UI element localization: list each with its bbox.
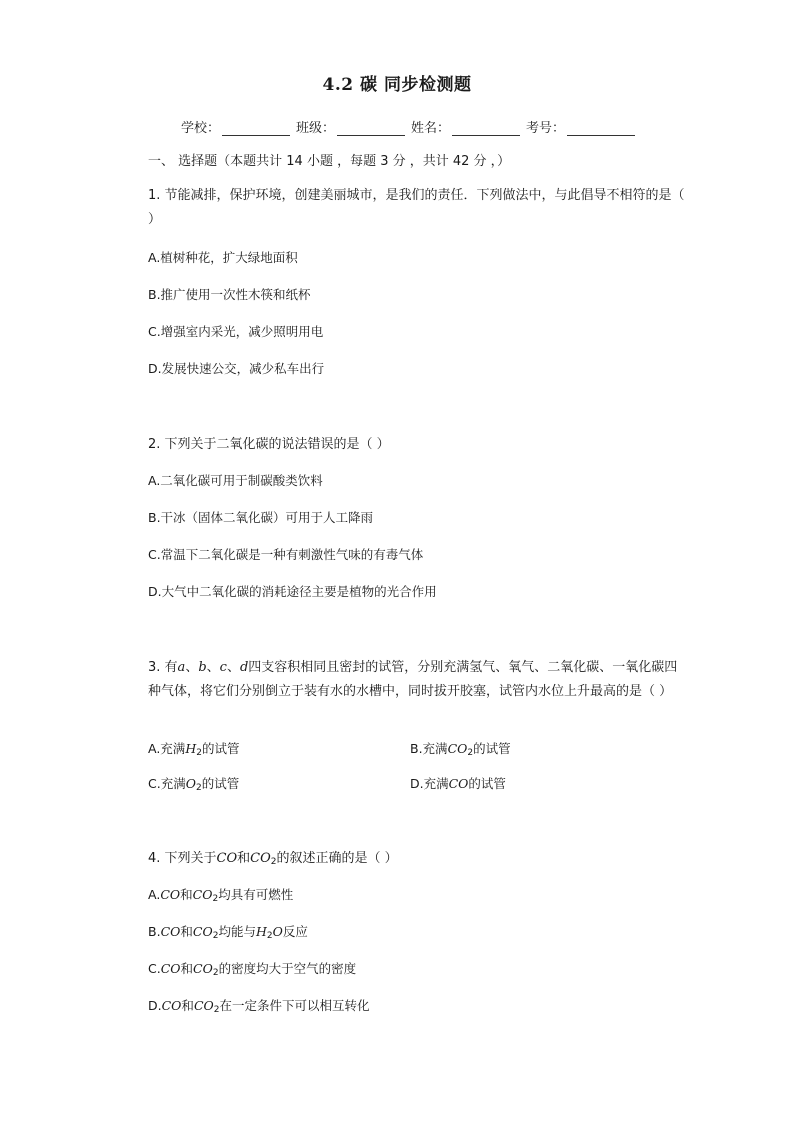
text-fragment: D.充满 [410,776,449,791]
text-fragment: 和 [180,887,193,902]
class-blank[interactable] [337,121,405,136]
text-fragment: H [255,924,267,939]
text-fragment: b [198,660,207,675]
name-field [411,117,520,136]
text-fragment: 的叙述正确的是（ ） [276,851,398,866]
school-label: 学校： [181,121,221,136]
exam-number-blank[interactable] [567,121,635,136]
text-fragment: 4. 下列关于 [148,851,217,866]
question-1-option-a: A.植树种花，扩大绿地面积 [148,250,298,265]
text-fragment: 2 [266,931,273,941]
question-3-option-b [410,739,511,763]
text-fragment: 的试管 [468,776,506,791]
question-4-text [148,847,688,874]
text-fragment: 2 [270,857,277,867]
exam-number-field [526,117,635,136]
class-field [296,117,405,136]
text-fragment: a [177,660,186,675]
question-1-option-d: D.发展快速公交，减少私车出行 [148,361,325,376]
text-fragment: 2 [195,783,202,793]
text-fragment: 均具有可燃性 [218,887,294,902]
text-fragment: 四支容积相同且密封的试管，分别充满氢气、氧气、二氧化碳、一氧化碳四种气体，将它们分别倒立于装有水的水槽中，同时拔开胶塞，试管内水位上升最高的是（ ） [148,660,678,699]
section-heading: 一、 选择题（本题共计 14 小题 ，每题 3 分 ，共计 42 分 ，） [148,154,511,169]
question-2-text: 2. 下列关于二氧化碳的说法错误的是（ ） [148,437,390,452]
student-info-line [181,117,641,136]
text-fragment: CO [192,887,213,902]
text-fragment: CO [160,924,181,939]
text-fragment: CO [216,851,238,866]
text-fragment: 2 [213,1005,220,1015]
text-fragment: 的试管 [201,741,240,756]
question-3-option-c [148,774,239,798]
school-blank[interactable] [222,121,290,136]
text-fragment: 的试管 [201,776,240,791]
text-fragment: 2 [467,748,474,758]
text-fragment: B. [148,924,161,939]
text-fragment: C. [148,961,161,976]
question-2-option-c: C.常温下二氧化碳是一种有刺激性气味的有毒气体 [148,547,424,562]
text-fragment: 、 [206,660,220,675]
text-fragment: 2 [212,894,219,904]
text-fragment: 2 [212,931,219,941]
exam-number-label: 考号： [526,121,566,136]
text-fragment: CO [448,776,469,791]
text-fragment: CO [250,851,271,866]
text-fragment: O [272,924,283,939]
text-fragment: CO [447,741,468,756]
text-fragment: A.充满 [148,741,186,756]
text-fragment: c [219,660,227,675]
question-1-text: 1. 节能减排，保护环境，创建美丽城市，是我们的责任．下列做法中，与此倡导不相符的是（ ） [148,188,685,227]
text-fragment: H [185,741,197,756]
text-fragment: O [185,776,196,791]
document-title: 4.2 碳 同步检测题 [322,75,472,95]
text-fragment: CO [192,924,213,939]
question-2-option-d: D.大气中二氧化碳的消耗途径主要是植物的光合作用 [148,584,437,599]
text-fragment: CO [193,998,214,1013]
text-fragment: D. [148,998,162,1013]
text-fragment: 3. 有 [148,660,178,675]
text-fragment: 2 [212,968,219,978]
text-fragment: 在一定条件下可以相互转化 [219,998,370,1013]
name-label: 姓名： [411,121,451,136]
text-fragment: 和 [181,998,194,1013]
text-fragment: 、 [185,660,199,675]
text-fragment: 和 [237,851,251,866]
text-fragment: 的密度均大于空气的密度 [218,961,357,976]
question-4-option-d [148,996,370,1020]
school-field [181,117,290,136]
text-fragment: 均能与 [218,924,256,939]
text-fragment: 反应 [282,924,308,939]
question-3-option-d [410,774,506,794]
text-fragment: CO [193,961,213,976]
name-blank[interactable] [452,121,520,136]
class-label: 班级： [296,121,336,136]
question-2-option-b: B.干冰（固体二氧化碳）可用于人工降雨 [148,510,374,525]
text-fragment: C.充满 [148,776,186,791]
text-fragment: CO [160,887,181,902]
question-4-option-b [148,922,308,946]
question-1-option-c: C.增强室内采光，减少照明用电 [148,324,324,339]
text-fragment: 的试管 [473,741,511,756]
text-fragment: A. [148,887,161,902]
text-fragment: 2 [196,748,202,758]
text-fragment: d [239,660,249,675]
question-3-text [148,656,688,704]
text-fragment: CO [160,961,181,976]
question-4-option-c [148,959,356,983]
text-fragment: 和 [180,961,194,976]
question-2-option-a: A.二氧化碳可用于制碳酸类饮料 [148,473,323,488]
question-1-option-b: B.推广使用一次性木筷和纸杯 [148,287,311,302]
text-fragment: CO [161,998,182,1013]
text-fragment: 、 [226,660,240,675]
question-4-option-a [148,885,293,909]
text-fragment: 和 [180,924,193,939]
text-fragment: B.充满 [410,741,448,756]
question-3-option-a [148,739,239,763]
